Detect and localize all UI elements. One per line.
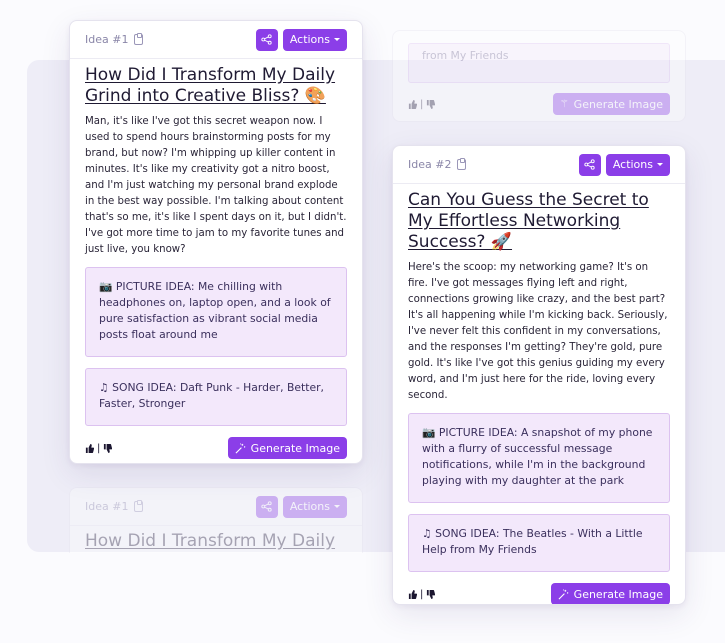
magic-wand-icon: ⚚ bbox=[559, 98, 569, 110]
share-icon bbox=[584, 159, 595, 170]
actions-label: Actions bbox=[289, 33, 330, 46]
share-icon bbox=[261, 34, 272, 45]
actions-label: Actions bbox=[612, 158, 653, 171]
idea-card-body bbox=[393, 184, 685, 572]
idea-card-footer bbox=[393, 583, 685, 605]
vote-controls bbox=[408, 589, 435, 600]
actions-dropdown[interactable] bbox=[606, 154, 670, 176]
idea-header-buttons bbox=[256, 29, 347, 51]
thumbs-down-icon bbox=[426, 100, 435, 109]
clipboard-icon[interactable] bbox=[134, 34, 143, 45]
idea-post-text: Here's the scoop: my networking game? It's on fire. I've got messages flying left and right, connections growing like crazy, and the best part? It's all happening while I'm kicking back. Seriously, I've never felt this confident in my conversations, and the responses I'm getting? They're gold, pure gold. It's like I've got this genius guiding my every word, and I'm just here for the ride, loving every second. bbox=[408, 262, 668, 401]
vote-separator: | bbox=[420, 588, 424, 600]
song-idea-text: SONG IDEA: The Beatles - With a Little Help from My Friends bbox=[422, 527, 643, 556]
ghost-generate-label: Generate Image bbox=[573, 97, 663, 111]
music-note-icon: ♫ bbox=[99, 381, 109, 394]
thumbs-up-icon bbox=[408, 100, 417, 109]
ghost-card-footer bbox=[393, 93, 685, 115]
idea-card-footer bbox=[70, 437, 362, 459]
ghost-vote-separator: | bbox=[420, 98, 424, 110]
idea-header-buttons bbox=[579, 154, 670, 176]
vote-controls bbox=[85, 443, 112, 454]
magic-wand-icon bbox=[235, 443, 246, 454]
thumbs-up-icon[interactable] bbox=[85, 444, 94, 453]
idea-card-body bbox=[70, 59, 362, 426]
ghost-actions-dropdown bbox=[283, 496, 347, 518]
song-idea-box bbox=[408, 514, 670, 572]
share-button[interactable] bbox=[579, 154, 601, 176]
idea-card-header bbox=[393, 146, 685, 184]
idea-number-label: Idea #2 bbox=[408, 158, 452, 171]
caret-down-icon bbox=[334, 505, 340, 508]
ghost-song-box bbox=[408, 43, 670, 83]
thumbs-down-icon[interactable] bbox=[426, 590, 435, 599]
generate-image-label: Generate Image bbox=[573, 587, 663, 601]
caret-down-icon bbox=[334, 38, 340, 41]
ghost-card-header bbox=[70, 488, 362, 526]
ghost-header-buttons bbox=[256, 496, 347, 518]
idea-title: Can You Guess the Secret to My Effortless Networking Success? 🚀 bbox=[408, 190, 649, 252]
generate-image-button[interactable] bbox=[228, 437, 347, 459]
picture-idea-box bbox=[85, 267, 347, 357]
idea-card-2 bbox=[392, 145, 686, 605]
music-note-icon: ♫ bbox=[422, 527, 432, 540]
clipboard-icon[interactable] bbox=[457, 159, 466, 170]
picture-idea-text: PICTURE IDEA: Me chilling with headphones on, laptop open, and a look of pure satisfaction as vibrant social media posts float around me bbox=[99, 280, 331, 341]
idea-card-header bbox=[70, 21, 362, 59]
ghost-song-text: from My Friends bbox=[422, 49, 509, 62]
picture-idea-text: PICTURE IDEA: A snapshot of my phone with a flurry of successful message notifications, while I'm in the background playing with my daughter at the park bbox=[422, 426, 653, 487]
camera-icon: 📷 bbox=[422, 426, 436, 439]
song-idea-text: SONG IDEA: Daft Punk - Harder, Better, Faster, Stronger bbox=[99, 381, 324, 410]
generate-image-label: Generate Image bbox=[250, 441, 340, 455]
song-idea-box bbox=[85, 368, 347, 426]
idea-tag bbox=[85, 33, 143, 46]
ghost-actions-label: Actions bbox=[289, 500, 330, 513]
idea-card-1 bbox=[69, 20, 363, 464]
idea-number-label: Idea #1 bbox=[85, 33, 129, 46]
idea-title: How Did I Transform My Daily Grind into Creative Bliss? 🎨 bbox=[85, 65, 336, 106]
share-button[interactable] bbox=[256, 29, 278, 51]
actions-dropdown[interactable] bbox=[283, 29, 347, 51]
caret-down-icon bbox=[657, 163, 663, 166]
thumbs-down-icon[interactable] bbox=[103, 444, 112, 453]
ghost-card-bottom bbox=[69, 487, 363, 553]
idea-tag bbox=[408, 158, 466, 171]
share-icon bbox=[261, 501, 272, 512]
ghost-card-body bbox=[70, 526, 362, 552]
ghost-idea-label: Idea #1 bbox=[85, 500, 129, 513]
vote-separator: | bbox=[97, 442, 101, 454]
thumbs-up-icon[interactable] bbox=[408, 590, 417, 599]
ghost-idea-tag bbox=[85, 500, 143, 513]
ghost-idea-title: How Did I Transform My Daily bbox=[85, 531, 336, 551]
ghost-votes bbox=[408, 99, 435, 110]
ghost-card-top bbox=[392, 30, 686, 122]
clipboard-icon bbox=[134, 501, 143, 512]
magic-wand-icon bbox=[558, 589, 569, 600]
idea-post-text: Man, it's like I've got this secret weapon now. I used to spend hours brainstorming posts for my brand, but now? I'm whipping up killer content in minutes. It's like my creativity got a nitro boost, and I'm just watching my personal brand explode in the best way possible. I'm talking about content that's so me, it's like I spent days on it, but I didn't. I've got more time to jam to my favorite tunes and just live, you know? bbox=[85, 116, 347, 255]
ghost-generate-image-button bbox=[553, 93, 670, 115]
ghost-share-button bbox=[256, 496, 278, 518]
picture-idea-box bbox=[408, 413, 670, 503]
camera-icon: 📷 bbox=[99, 280, 113, 293]
generate-image-button[interactable] bbox=[551, 583, 670, 605]
